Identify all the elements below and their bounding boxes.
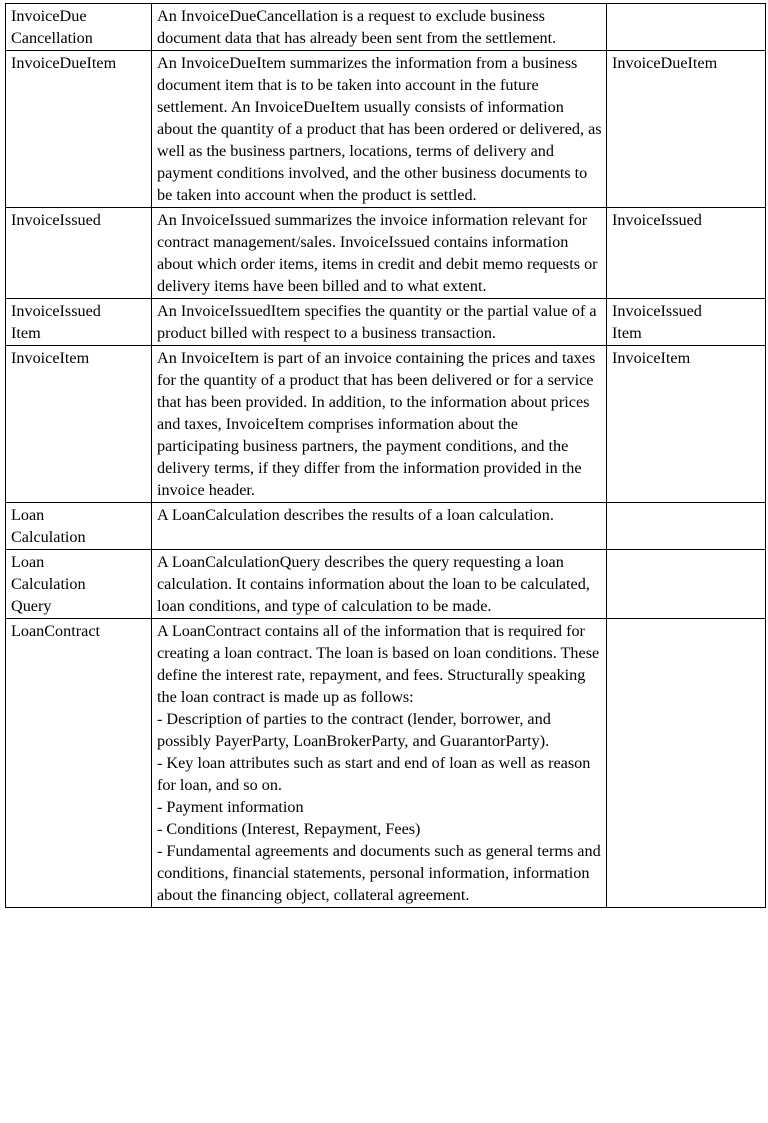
entity-cell: InvoiceIssued: [607, 208, 766, 299]
entity-cell: [607, 550, 766, 619]
table-row: [6, 4, 766, 51]
definitions-table-body: [6, 4, 766, 908]
entity-cell: InvoiceItem: [607, 346, 766, 503]
entity-cell: [607, 4, 766, 51]
description-cell: An InvoiceIssued summarizes the invoice information relevant for contract management/sales. InvoiceIssued contains information about which order items, items in credit and debit memo requests or delivery items have been billed and to what extent.: [152, 208, 607, 299]
description-cell: A LoanContract contains all of the information that is required for creating a loan contract. The loan is based on loan conditions. These define the interest rate, repayment, and fees. Structurally speaking the loan contract is made up as follows: - Description of parties to the contract (lender, borrower, and possibly PayerParty, LoanBrokerParty, and GuarantorParty). - Key loan attributes such as start and end of loan as well as reason for loan, and so on. - Payment information - Conditions (Interest, Repayment, Fees) - Fundamental agreements and documents such as general terms and conditions, financial statements, personal information, information about the financing object, collateral agreement.: [152, 619, 607, 908]
description-cell: An InvoiceItem is part of an invoice containing the prices and taxes for the quantity of a product that has been delivered or for a service that has been provided. In addition, to the information about prices and taxes, InvoiceItem comprises information about the participating business partners, the payment conditions, and the delivery terms, if they differ from the information provided in the invoice header.: [152, 346, 607, 503]
entity-cell: InvoiceIssued Item: [607, 299, 766, 346]
entity-cell: [607, 619, 766, 908]
table-row: [6, 550, 766, 619]
table-row: [6, 346, 766, 503]
entity-cell: [607, 503, 766, 550]
term-cell: Loan Calculation Query: [6, 550, 152, 619]
table-row: [6, 619, 766, 908]
entity-cell: InvoiceDueItem: [607, 51, 766, 208]
term-cell: InvoiceIssued: [6, 208, 152, 299]
table-row: [6, 299, 766, 346]
description-cell: An InvoiceDueCancellation is a request to exclude business document data that has already been sent from the settlement.: [152, 4, 607, 51]
term-cell: Loan Calculation: [6, 503, 152, 550]
table-row: [6, 51, 766, 208]
description-cell: An InvoiceIssuedItem specifies the quantity or the partial value of a product billed with respect to a business transaction.: [152, 299, 607, 346]
term-cell: InvoiceDueItem: [6, 51, 152, 208]
table-row: [6, 208, 766, 299]
definitions-table: [5, 3, 766, 908]
table-row: [6, 503, 766, 550]
term-cell: LoanContract: [6, 619, 152, 908]
term-cell: InvoiceIssued Item: [6, 299, 152, 346]
term-cell: InvoiceDue Cancellation: [6, 4, 152, 51]
description-cell: An InvoiceDueItem summarizes the information from a business document item that is to be taken into account in the future settlement. An InvoiceDueItem usually consists of information about the quantity of a product that has been ordered or delivered, as well as the business partners, locations, terms of delivery and payment conditions involved, and the other business documents to be taken into account when the product is settled.: [152, 51, 607, 208]
description-cell: A LoanCalculation describes the results of a loan calculation.: [152, 503, 607, 550]
description-cell: A LoanCalculationQuery describes the query requesting a loan calculation. It contains information about the loan to be calculated, loan conditions, and type of calculation to be made.: [152, 550, 607, 619]
term-cell: InvoiceItem: [6, 346, 152, 503]
